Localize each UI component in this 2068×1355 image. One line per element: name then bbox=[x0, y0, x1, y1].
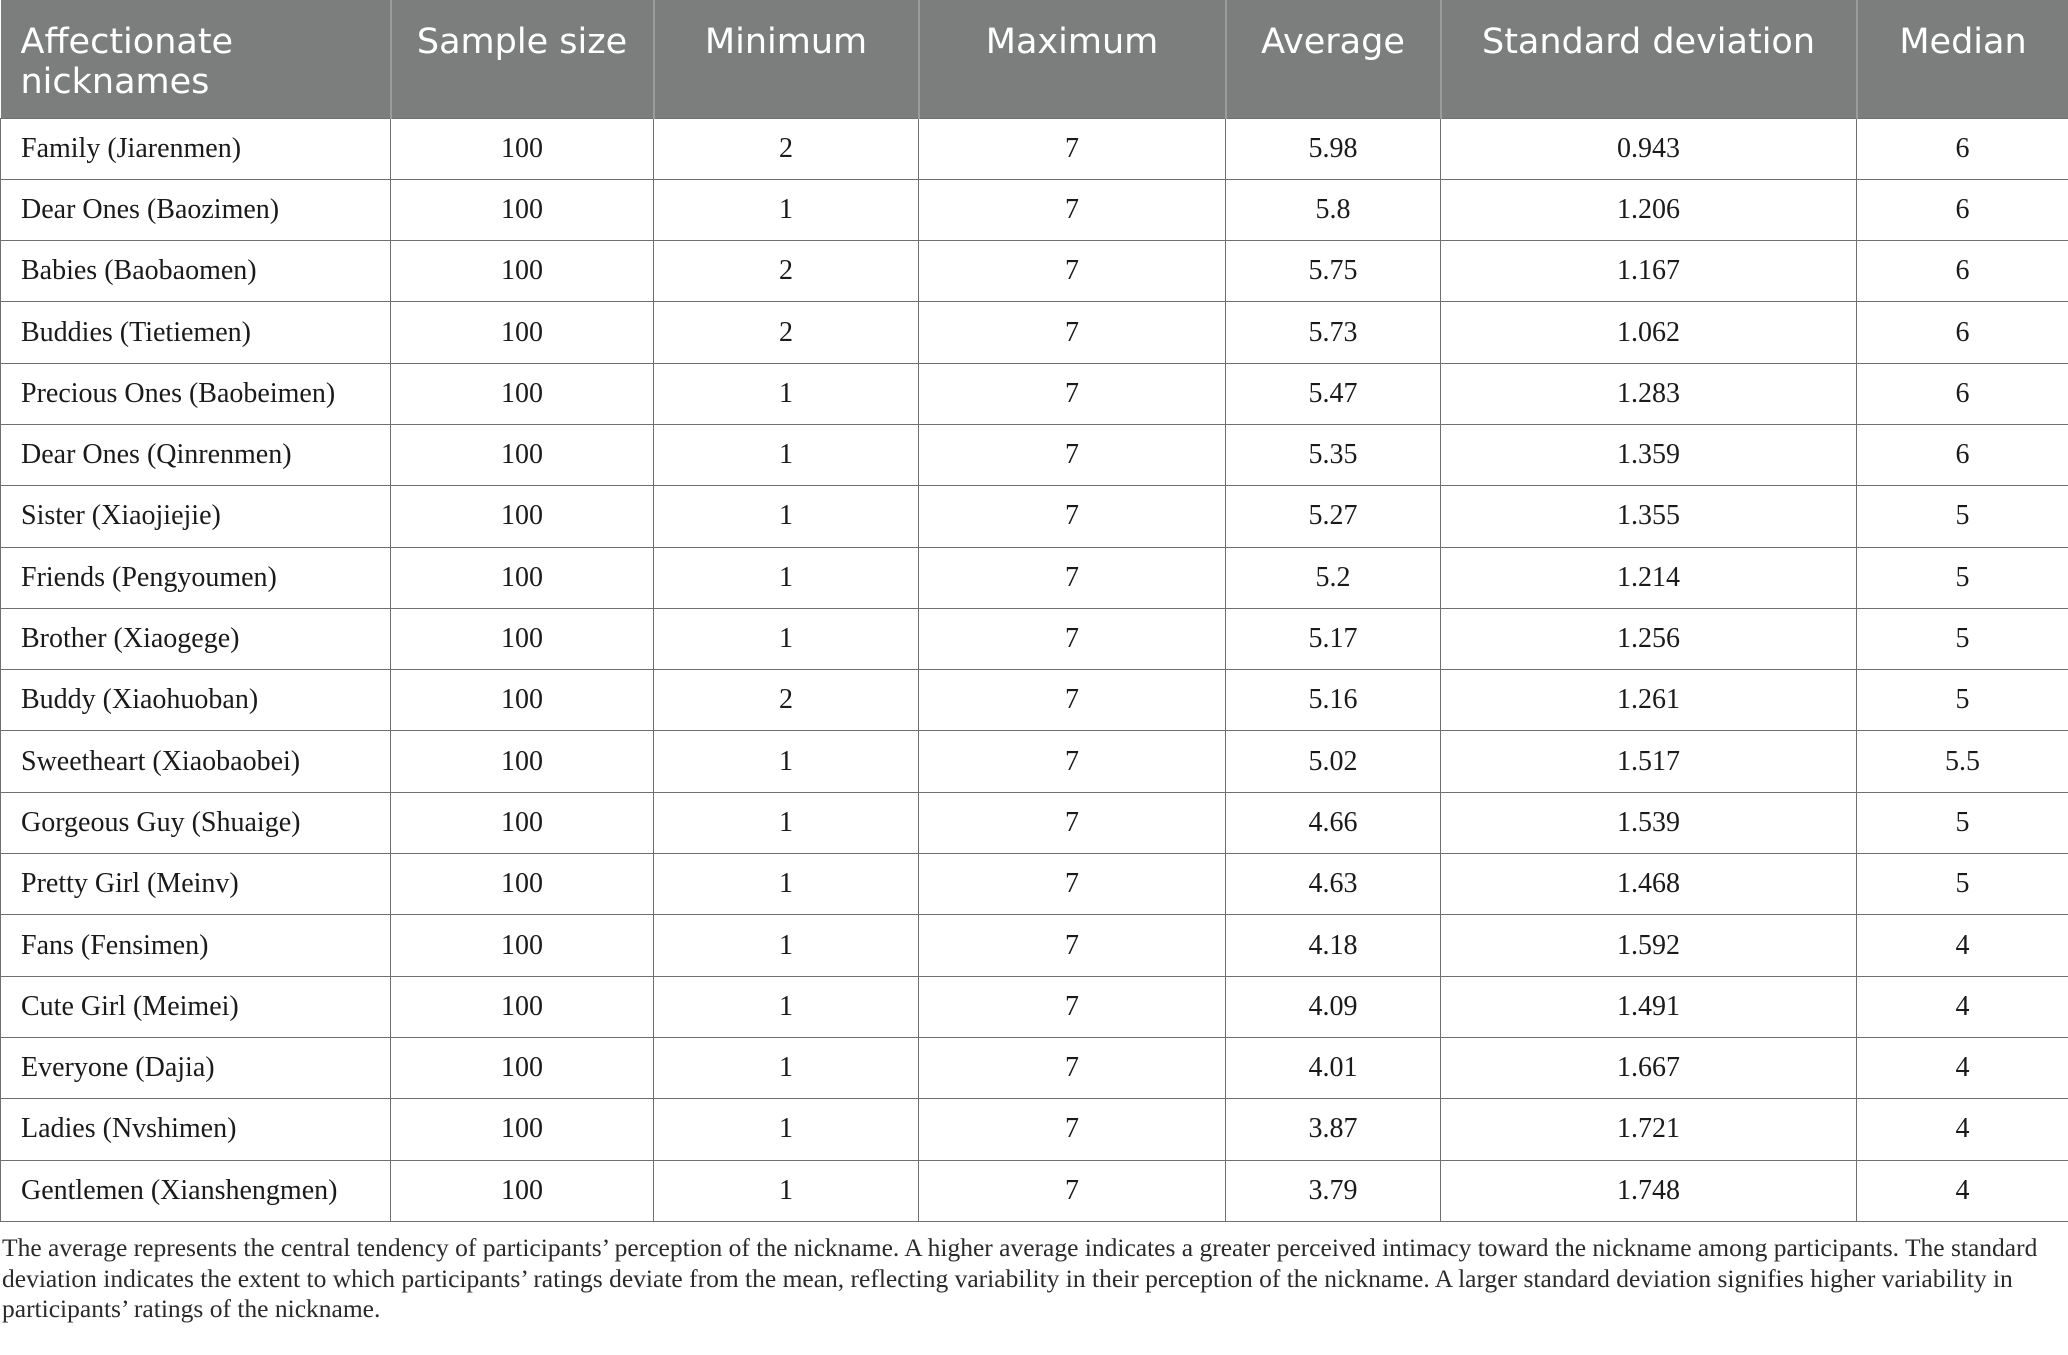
table-row bbox=[1, 731, 2068, 792]
cell-nickname: Sister (Xiaojiejie) bbox=[1, 486, 391, 547]
cell-maximum: 7 bbox=[919, 670, 1226, 731]
cell-standard-deviation: 1.355 bbox=[1441, 486, 1857, 547]
cell-maximum: 7 bbox=[919, 731, 1226, 792]
cell-nickname: Babies (Baobaomen) bbox=[1, 241, 391, 302]
cell-standard-deviation: 1.359 bbox=[1441, 424, 1857, 485]
cell-sample-size: 100 bbox=[391, 854, 654, 915]
table-row bbox=[1, 1099, 2068, 1160]
cell-average: 5.17 bbox=[1226, 608, 1441, 669]
table-row bbox=[1, 486, 2068, 547]
cell-nickname: Pretty Girl (Meinv) bbox=[1, 854, 391, 915]
cell-maximum: 7 bbox=[919, 118, 1226, 179]
cell-nickname: Fans (Fensimen) bbox=[1, 915, 391, 976]
cell-maximum: 7 bbox=[919, 424, 1226, 485]
cell-average: 5.02 bbox=[1226, 731, 1441, 792]
cell-nickname: Family (Jiarenmen) bbox=[1, 118, 391, 179]
cell-sample-size: 100 bbox=[391, 424, 654, 485]
table-body bbox=[1, 118, 2068, 1221]
cell-median: 4 bbox=[1857, 976, 2068, 1037]
cell-median: 6 bbox=[1857, 424, 2068, 485]
cell-standard-deviation: 1.261 bbox=[1441, 670, 1857, 731]
cell-maximum: 7 bbox=[919, 363, 1226, 424]
cell-minimum: 1 bbox=[654, 424, 919, 485]
cell-minimum: 1 bbox=[654, 547, 919, 608]
cell-sample-size: 100 bbox=[391, 302, 654, 363]
header-row bbox=[1, 0, 2068, 118]
table-row bbox=[1, 363, 2068, 424]
table-footnote: The average represents the central tendency of participants’ perception of the nickname. A higher average indicates a greater perceived intimacy toward the nickname among participants. The standard deviation indicates the extent to which participants’ ratings deviate from the mean, reflecting variability in their perception of the nickname. A larger standard deviation signifies higher variability in participants’ ratings of the nickname. bbox=[2, 1233, 2038, 1323]
cell-average: 4.63 bbox=[1226, 854, 1441, 915]
cell-nickname: Precious Ones (Baobeimen) bbox=[1, 363, 391, 424]
table-header bbox=[1, 0, 2068, 118]
cell-median: 5 bbox=[1857, 854, 2068, 915]
cell-maximum: 7 bbox=[919, 1037, 1226, 1098]
cell-standard-deviation: 1.468 bbox=[1441, 854, 1857, 915]
cell-minimum: 1 bbox=[654, 363, 919, 424]
column-header-median: Median bbox=[1857, 0, 2068, 118]
cell-maximum: 7 bbox=[919, 241, 1226, 302]
cell-sample-size: 100 bbox=[391, 1037, 654, 1098]
cell-average: 5.47 bbox=[1226, 363, 1441, 424]
cell-standard-deviation: 1.062 bbox=[1441, 302, 1857, 363]
cell-sample-size: 100 bbox=[391, 1099, 654, 1160]
column-header-average: Average bbox=[1226, 0, 1441, 118]
cell-nickname: Dear Ones (Qinrenmen) bbox=[1, 424, 391, 485]
cell-minimum: 2 bbox=[654, 118, 919, 179]
column-header-sample-size: Sample size bbox=[391, 0, 654, 118]
cell-minimum: 1 bbox=[654, 915, 919, 976]
cell-standard-deviation: 1.748 bbox=[1441, 1160, 1857, 1221]
cell-nickname: Cute Girl (Meimei) bbox=[1, 976, 391, 1037]
column-header-nickname: Affectionate nicknames bbox=[1, 0, 391, 118]
cell-standard-deviation: 1.721 bbox=[1441, 1099, 1857, 1160]
cell-median: 5.5 bbox=[1857, 731, 2068, 792]
cell-standard-deviation: 1.592 bbox=[1441, 915, 1857, 976]
cell-standard-deviation: 1.517 bbox=[1441, 731, 1857, 792]
cell-minimum: 1 bbox=[654, 854, 919, 915]
cell-nickname: Gorgeous Guy (Shuaige) bbox=[1, 792, 391, 853]
cell-average: 3.87 bbox=[1226, 1099, 1441, 1160]
cell-sample-size: 100 bbox=[391, 670, 654, 731]
cell-nickname: Brother (Xiaogege) bbox=[1, 608, 391, 669]
cell-minimum: 1 bbox=[654, 179, 919, 240]
table-row bbox=[1, 302, 2068, 363]
cell-minimum: 2 bbox=[654, 302, 919, 363]
cell-average: 4.01 bbox=[1226, 1037, 1441, 1098]
cell-standard-deviation: 1.167 bbox=[1441, 241, 1857, 302]
table-row bbox=[1, 915, 2068, 976]
cell-sample-size: 100 bbox=[391, 118, 654, 179]
cell-standard-deviation: 1.214 bbox=[1441, 547, 1857, 608]
cell-median: 4 bbox=[1857, 1160, 2068, 1221]
cell-sample-size: 100 bbox=[391, 1160, 654, 1221]
cell-average: 5.35 bbox=[1226, 424, 1441, 485]
table-row bbox=[1, 179, 2068, 240]
cell-nickname: Everyone (Dajia) bbox=[1, 1037, 391, 1098]
cell-maximum: 7 bbox=[919, 854, 1226, 915]
cell-maximum: 7 bbox=[919, 792, 1226, 853]
cell-maximum: 7 bbox=[919, 302, 1226, 363]
cell-minimum: 1 bbox=[654, 608, 919, 669]
cell-sample-size: 100 bbox=[391, 486, 654, 547]
cell-sample-size: 100 bbox=[391, 363, 654, 424]
cell-standard-deviation: 0.943 bbox=[1441, 118, 1857, 179]
cell-average: 5.73 bbox=[1226, 302, 1441, 363]
column-header-maximum: Maximum bbox=[919, 0, 1226, 118]
table-row bbox=[1, 241, 2068, 302]
cell-sample-size: 100 bbox=[391, 241, 654, 302]
cell-nickname: Ladies (Nvshimen) bbox=[1, 1099, 391, 1160]
cell-maximum: 7 bbox=[919, 1099, 1226, 1160]
cell-average: 5.16 bbox=[1226, 670, 1441, 731]
table-row bbox=[1, 118, 2068, 179]
cell-average: 5.27 bbox=[1226, 486, 1441, 547]
cell-nickname: Friends (Pengyoumen) bbox=[1, 547, 391, 608]
table-row bbox=[1, 1160, 2068, 1221]
cell-sample-size: 100 bbox=[391, 976, 654, 1037]
cell-sample-size: 100 bbox=[391, 792, 654, 853]
cell-median: 6 bbox=[1857, 118, 2068, 179]
table-row bbox=[1, 608, 2068, 669]
cell-nickname: Buddies (Tietiemen) bbox=[1, 302, 391, 363]
cell-standard-deviation: 1.206 bbox=[1441, 179, 1857, 240]
cell-average: 5.98 bbox=[1226, 118, 1441, 179]
cell-standard-deviation: 1.667 bbox=[1441, 1037, 1857, 1098]
cell-standard-deviation: 1.256 bbox=[1441, 608, 1857, 669]
cell-average: 3.79 bbox=[1226, 1160, 1441, 1221]
cell-sample-size: 100 bbox=[391, 915, 654, 976]
cell-minimum: 2 bbox=[654, 670, 919, 731]
cell-minimum: 1 bbox=[654, 792, 919, 853]
cell-average: 4.66 bbox=[1226, 792, 1441, 853]
column-header-standard-deviation: Standard deviation bbox=[1441, 0, 1857, 118]
cell-standard-deviation: 1.491 bbox=[1441, 976, 1857, 1037]
cell-nickname: Dear Ones (Baozimen) bbox=[1, 179, 391, 240]
cell-sample-size: 100 bbox=[391, 608, 654, 669]
cell-maximum: 7 bbox=[919, 547, 1226, 608]
cell-median: 5 bbox=[1857, 792, 2068, 853]
cell-median: 4 bbox=[1857, 1037, 2068, 1098]
cell-minimum: 1 bbox=[654, 731, 919, 792]
table-row bbox=[1, 1037, 2068, 1098]
cell-average: 4.18 bbox=[1226, 915, 1441, 976]
cell-maximum: 7 bbox=[919, 1160, 1226, 1221]
cell-average: 4.09 bbox=[1226, 976, 1441, 1037]
cell-median: 6 bbox=[1857, 179, 2068, 240]
cell-median: 6 bbox=[1857, 241, 2068, 302]
cell-maximum: 7 bbox=[919, 486, 1226, 547]
cell-maximum: 7 bbox=[919, 179, 1226, 240]
cell-median: 5 bbox=[1857, 486, 2068, 547]
cell-standard-deviation: 1.539 bbox=[1441, 792, 1857, 853]
table-row bbox=[1, 792, 2068, 853]
cell-maximum: 7 bbox=[919, 976, 1226, 1037]
table-row bbox=[1, 976, 2068, 1037]
cell-nickname: Buddy (Xiaohuoban) bbox=[1, 670, 391, 731]
cell-nickname: Gentlemen (Xianshengmen) bbox=[1, 1160, 391, 1221]
cell-average: 5.75 bbox=[1226, 241, 1441, 302]
cell-average: 5.8 bbox=[1226, 179, 1441, 240]
cell-maximum: 7 bbox=[919, 915, 1226, 976]
cell-minimum: 1 bbox=[654, 1037, 919, 1098]
table-row bbox=[1, 424, 2068, 485]
cell-median: 4 bbox=[1857, 1099, 2068, 1160]
cell-median: 6 bbox=[1857, 302, 2068, 363]
cell-nickname: Sweetheart (Xiaobaobei) bbox=[1, 731, 391, 792]
cell-minimum: 1 bbox=[654, 1160, 919, 1221]
table-row bbox=[1, 547, 2068, 608]
cell-sample-size: 100 bbox=[391, 547, 654, 608]
cell-median: 6 bbox=[1857, 363, 2068, 424]
cell-median: 4 bbox=[1857, 915, 2068, 976]
cell-maximum: 7 bbox=[919, 608, 1226, 669]
cell-median: 5 bbox=[1857, 608, 2068, 669]
cell-minimum: 1 bbox=[654, 486, 919, 547]
cell-median: 5 bbox=[1857, 547, 2068, 608]
cell-minimum: 2 bbox=[654, 241, 919, 302]
cell-sample-size: 100 bbox=[391, 179, 654, 240]
cell-minimum: 1 bbox=[654, 1099, 919, 1160]
table-row bbox=[1, 670, 2068, 731]
cell-standard-deviation: 1.283 bbox=[1441, 363, 1857, 424]
cell-minimum: 1 bbox=[654, 976, 919, 1037]
cell-average: 5.2 bbox=[1226, 547, 1441, 608]
cell-sample-size: 100 bbox=[391, 731, 654, 792]
column-header-minimum: Minimum bbox=[654, 0, 919, 118]
cell-median: 5 bbox=[1857, 670, 2068, 731]
table-row bbox=[1, 854, 2068, 915]
